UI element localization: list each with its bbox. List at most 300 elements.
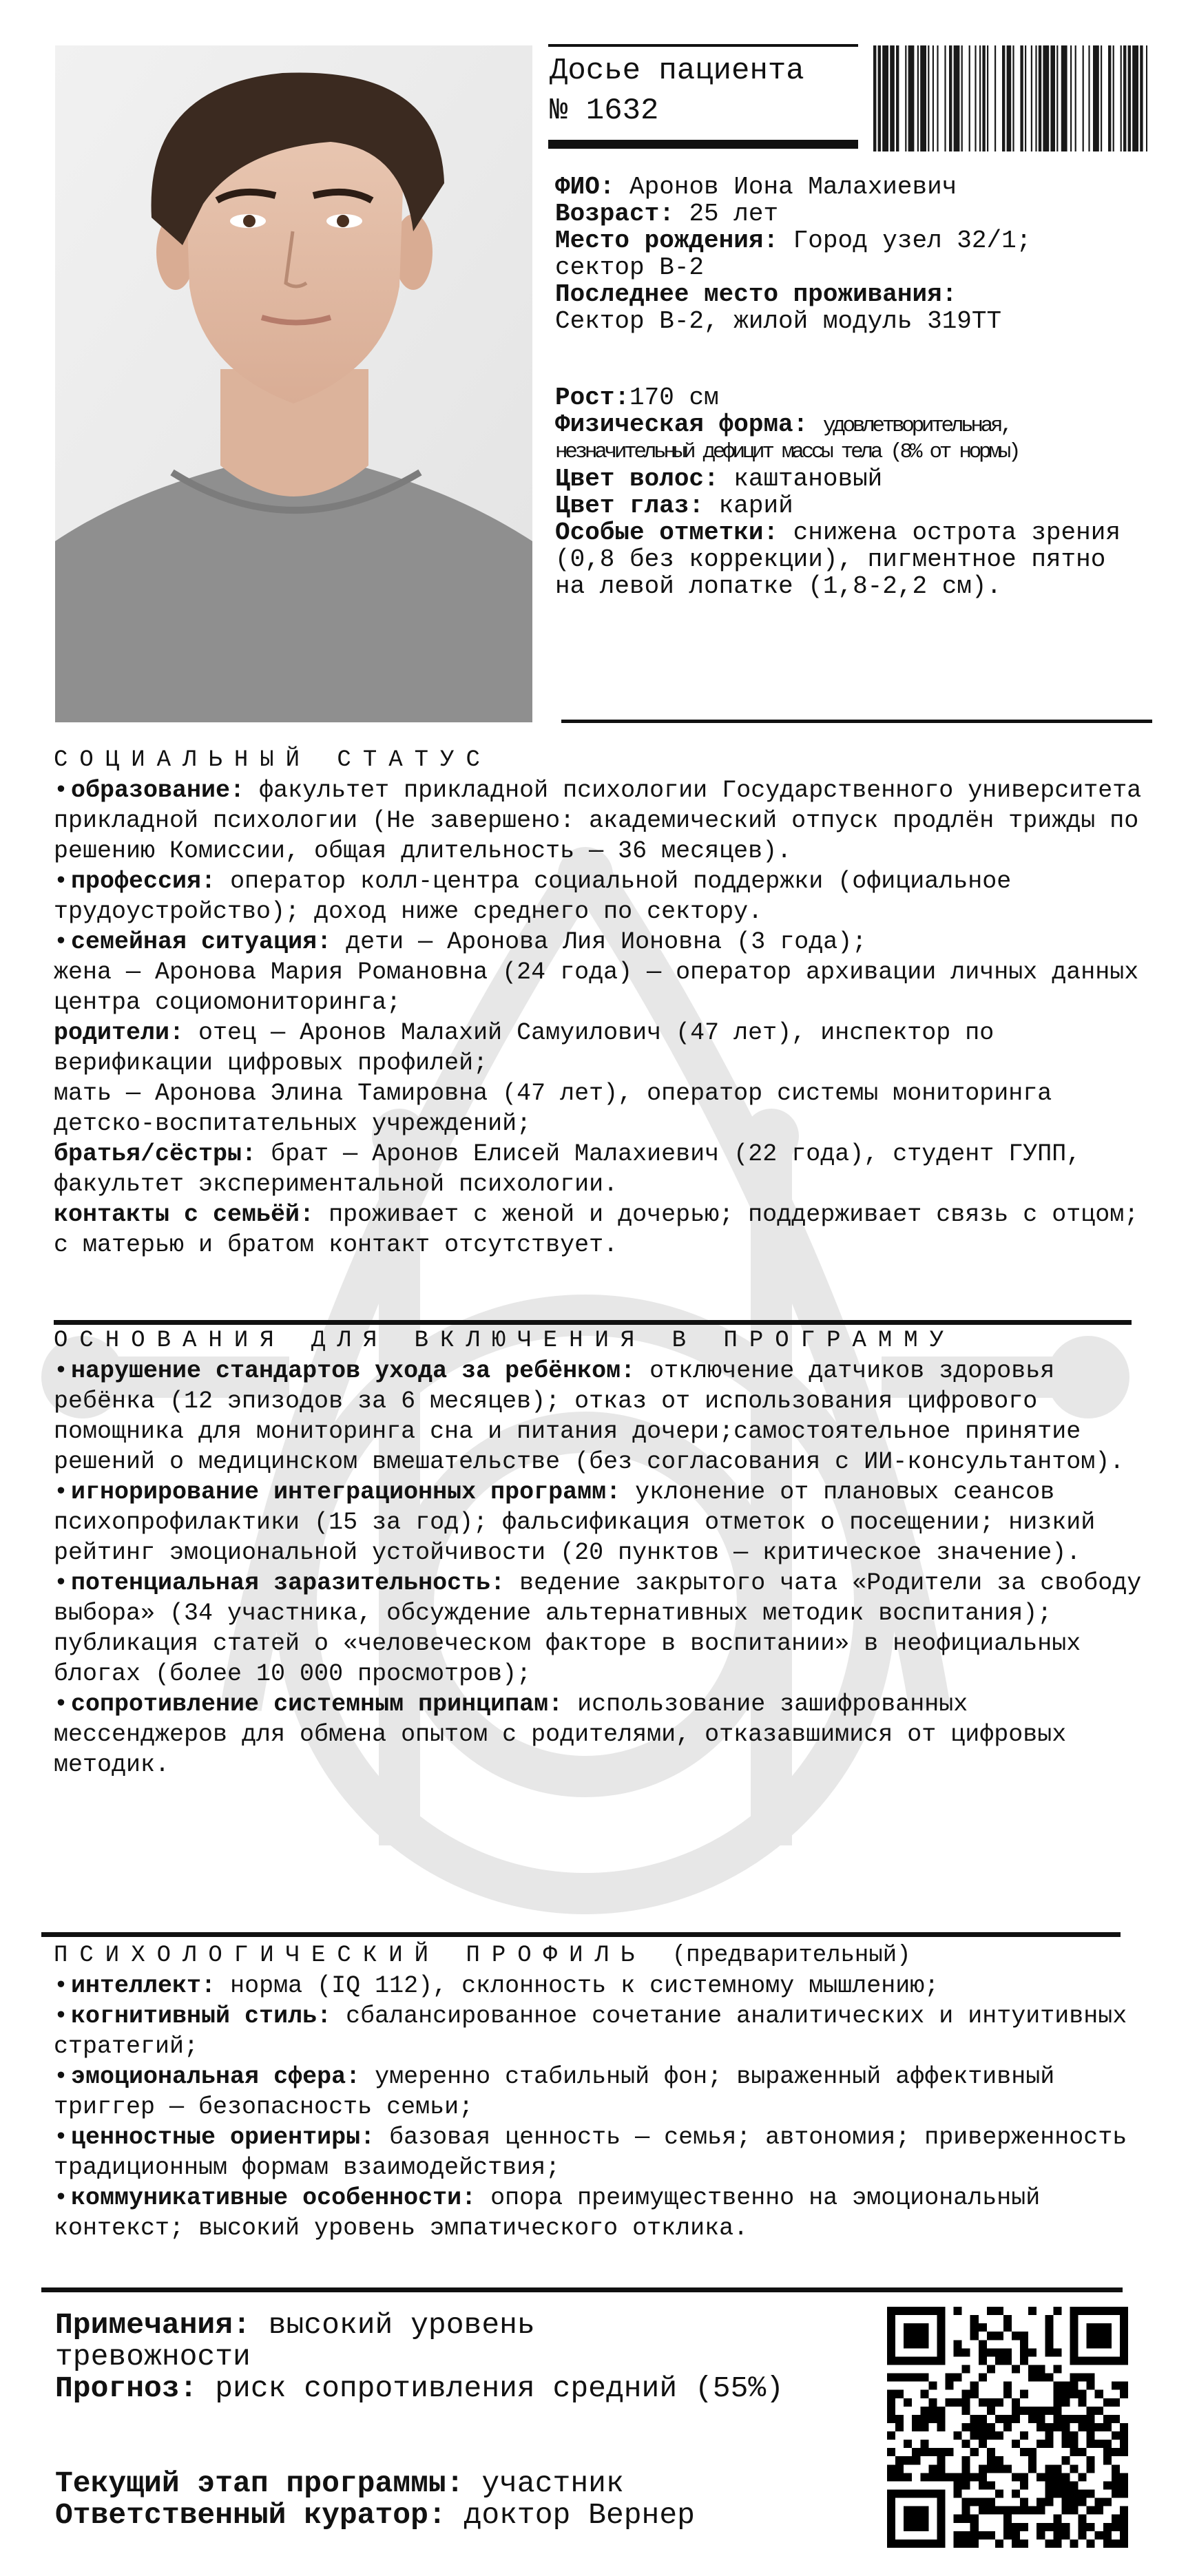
barcode-bar	[1002, 45, 1005, 151]
height-row	[555, 384, 1161, 411]
qr-module	[1020, 2481, 1028, 2489]
qr-module	[970, 2423, 979, 2431]
qr-module	[1120, 2531, 1128, 2540]
marks-label: Особые отметки:	[555, 519, 779, 547]
qr-module	[1028, 2456, 1037, 2464]
qr-module	[987, 2348, 995, 2356]
qr-module	[937, 2456, 945, 2464]
qr-finder	[1070, 2356, 1128, 2365]
barcode-bar	[917, 45, 919, 151]
psych-label: эмоциональная сфера:	[71, 2063, 361, 2091]
qr-module	[979, 2415, 987, 2423]
qr-module	[1103, 2440, 1112, 2448]
qr-module	[1103, 2498, 1112, 2506]
notes-block	[55, 2310, 847, 2405]
qr-module	[1045, 2498, 1053, 2506]
qr-module	[1053, 2481, 1061, 2489]
qr-module	[970, 2448, 979, 2456]
qr-module	[1053, 2348, 1061, 2356]
qr-module	[1120, 2448, 1128, 2456]
qr-module	[1028, 2415, 1037, 2423]
qr-module	[1103, 2415, 1112, 2423]
qr-module	[1112, 2382, 1120, 2390]
qr-module	[1053, 2531, 1061, 2540]
qr-module	[1070, 2490, 1079, 2498]
barcode-bar	[1121, 45, 1122, 151]
qr-module	[962, 2540, 970, 2548]
qr-module	[962, 2365, 970, 2373]
barcode-bar	[1140, 45, 1143, 151]
barcode-bar	[878, 45, 881, 151]
family-value-children: дети — Аронова Лия Ионовна (3 года);	[346, 928, 867, 956]
qr-module	[1012, 2365, 1020, 2373]
height-label: Рост:	[555, 384, 630, 412]
qr-module	[1012, 2523, 1020, 2531]
hair-value: каштановый	[733, 465, 883, 493]
qr-module	[1120, 2481, 1128, 2489]
qr-module	[1012, 2473, 1020, 2481]
qr-module	[1103, 2456, 1112, 2464]
curator-row	[55, 2500, 847, 2531]
barcode-bar	[920, 45, 926, 151]
qr-module	[887, 2415, 895, 2423]
qr-module	[954, 2473, 962, 2481]
qr-module	[1003, 2464, 1012, 2473]
qr-module	[1045, 2523, 1053, 2531]
qr-module	[995, 2464, 1003, 2473]
barcode-bar	[954, 45, 960, 151]
qr-module	[979, 2348, 987, 2356]
qr-module	[1003, 2423, 1012, 2431]
section-heading: СОЦИАЛЬНЫЙ СТАТУС	[54, 747, 492, 773]
birthplace-label: Место рождения:	[555, 227, 779, 255]
qr-module	[895, 2374, 904, 2382]
qr-module	[1053, 2473, 1061, 2481]
qr-module	[1020, 2390, 1028, 2398]
qr-module	[887, 2398, 895, 2407]
qr-module	[962, 2390, 970, 2398]
qr-module	[970, 2382, 979, 2390]
divider	[41, 1932, 1121, 1937]
barcode-bar	[937, 45, 938, 151]
psych-item	[54, 2062, 1156, 2122]
qr-module	[1070, 2448, 1079, 2456]
qr-module	[887, 2407, 895, 2415]
qr-module	[1103, 2531, 1112, 2540]
qr-module	[1061, 2415, 1070, 2423]
qr-module	[895, 2390, 904, 2398]
qr-module	[1120, 2390, 1128, 2398]
qr-module	[1037, 2498, 1045, 2506]
qr-finder	[1070, 2307, 1128, 2315]
qr-module	[1003, 2315, 1012, 2323]
qr-module	[1112, 2431, 1120, 2440]
qr-module	[1020, 2407, 1028, 2415]
barcode-bar	[1025, 45, 1026, 151]
qr-module	[1053, 2415, 1061, 2423]
qr-module	[1053, 2523, 1061, 2531]
qr-module	[1053, 2515, 1061, 2523]
qr-module	[1070, 2415, 1079, 2423]
barcode-bar	[1128, 45, 1131, 151]
qr-module	[962, 2456, 970, 2464]
qr-module	[970, 2498, 979, 2506]
barcode-bar	[1083, 45, 1084, 151]
qr-module	[1079, 2374, 1087, 2382]
qr-module	[1053, 2390, 1061, 2398]
qr-module	[1053, 2365, 1061, 2373]
qr-finder	[937, 2490, 945, 2548]
qr-finder	[887, 2490, 945, 2498]
qr-module	[1061, 2382, 1070, 2390]
qr-module	[895, 2473, 904, 2481]
qr-module	[887, 2374, 895, 2382]
qr-module	[1028, 2448, 1037, 2456]
qr-module	[928, 2473, 937, 2481]
qr-module	[1112, 2398, 1120, 2407]
qr-module	[1053, 2490, 1061, 2498]
qr-module	[1087, 2423, 1095, 2431]
qr-module	[1045, 2332, 1053, 2340]
name-value: Аронов Иона Малахиевич	[629, 173, 957, 201]
qr-module	[962, 2515, 970, 2523]
qr-module	[979, 2440, 987, 2448]
qr-module	[1079, 2398, 1087, 2407]
qr-module	[945, 2448, 953, 2456]
psych-value: сбалансированное сочетание аналитических и интуитивных стратегий;	[54, 2002, 1127, 2060]
qr-module	[1003, 2382, 1012, 2390]
qr-module	[962, 2398, 970, 2407]
qr-module	[1028, 2464, 1037, 2473]
ground-label: нарушение стандартов ухода за ребёнком:	[71, 1357, 636, 1385]
qr-module	[954, 2340, 962, 2348]
ground-value: уклонение от плановых сеансов психопрофилактики (15 за год); фальсификация отметок о посещении; низкий рейтинг эмоциональной устойчивости (20 пунктов — критическое значение).	[54, 1478, 1096, 1567]
qr-module	[937, 2464, 945, 2473]
barcode-bar	[1070, 45, 1072, 151]
hair-label: Цвет волос:	[555, 465, 719, 493]
parents-value-mother: мать — Аронова Элина Тамировна (47 лет), оператор системы мониторинга детско-воспитательных учреждений;	[54, 1080, 1052, 1138]
psych-label: интеллект:	[71, 1972, 216, 2000]
family-label: семейная ситуация:	[71, 928, 332, 956]
qr-finder	[1070, 2307, 1079, 2365]
qr-module	[995, 2398, 1003, 2407]
qr-module	[1020, 2332, 1028, 2340]
qr-module	[1095, 2506, 1103, 2515]
qr-module	[1053, 2407, 1061, 2415]
qr-module	[1061, 2473, 1070, 2481]
qr-module	[1012, 2531, 1020, 2540]
qr-module	[1037, 2423, 1045, 2431]
qr-module	[904, 2374, 912, 2382]
qr-module	[995, 2431, 1003, 2440]
qr-module	[1037, 2407, 1045, 2415]
qr-module	[962, 2348, 970, 2356]
qr-module	[895, 2464, 904, 2473]
qr-module	[1045, 2440, 1053, 2448]
psych-value: базовая ценность — семья; автономия; приверженность традиционным формам взаимодействия;	[54, 2124, 1127, 2181]
qr-module	[1087, 2490, 1095, 2498]
siblings-item	[54, 1139, 1156, 1200]
qr-module	[995, 2506, 1003, 2515]
barcode-bar	[994, 45, 996, 151]
ground-label: игнорирование интеграционных программ:	[71, 1478, 621, 1506]
qr-module	[1045, 2490, 1053, 2498]
qr-module	[1020, 2448, 1028, 2456]
qr-finder	[904, 2506, 928, 2531]
qr-module	[1045, 2374, 1053, 2382]
height-value: 170 см	[629, 384, 719, 412]
qr-finder	[887, 2356, 945, 2365]
family-item	[54, 927, 1156, 957]
birthplace-row	[555, 227, 1099, 281]
qr-module	[912, 2448, 920, 2456]
barcode-bar	[987, 45, 988, 151]
qr-module	[1045, 2340, 1053, 2348]
qr-module	[1003, 2348, 1012, 2356]
qr-module	[1070, 2431, 1079, 2440]
forecast-label: Прогноз:	[55, 2371, 198, 2405]
barcode-bar	[1075, 45, 1076, 151]
qr-module	[987, 2448, 995, 2456]
section-heading-sub: (предварительный)	[671, 1943, 911, 1969]
qr-module	[1061, 2431, 1070, 2440]
qr-module	[954, 2348, 962, 2356]
psych-value: опора преимущественно на эмоциональный контекст; высокий уровень эмпатического отклика.	[54, 2184, 1041, 2242]
qr-module	[979, 2374, 987, 2382]
qr-module	[970, 2323, 979, 2332]
qr-module	[987, 2332, 995, 2340]
qr-module	[1003, 2531, 1012, 2540]
psych-label: когнитивный стиль:	[71, 2002, 332, 2030]
psych-value: норма (IQ 112), склонность к системному мышлению;	[230, 1972, 939, 2000]
qr-module	[1003, 2323, 1012, 2332]
qr-module	[904, 2398, 912, 2407]
notes-value: высокий уровень тревожности	[55, 2308, 535, 2374]
eyes-value: карий	[718, 492, 793, 520]
qr-module	[1079, 2515, 1087, 2523]
qr-module	[1037, 2440, 1045, 2448]
age-label: Возраст:	[555, 200, 674, 228]
qr-module	[1112, 2464, 1120, 2473]
barcode-bar	[1088, 45, 1090, 151]
qr-module	[1095, 2440, 1103, 2448]
qr-finder	[887, 2307, 945, 2315]
qr-module	[954, 2431, 962, 2440]
stage-value: участник	[481, 2467, 624, 2500]
qr-module	[954, 2515, 962, 2523]
qr-module	[928, 2382, 937, 2390]
barcode-bar	[1039, 45, 1041, 151]
qr-module	[1079, 2473, 1087, 2481]
qr-module	[1012, 2540, 1020, 2548]
qr-module	[1012, 2490, 1020, 2498]
qr-module	[1112, 2415, 1120, 2423]
birthplace-value: Город узел 32/1; сектор B-2	[555, 227, 1032, 282]
qr-module	[1120, 2382, 1128, 2390]
qr-module	[1003, 2415, 1012, 2423]
qr-module	[970, 2415, 979, 2423]
physical-block	[555, 384, 1161, 600]
qr-module	[1120, 2515, 1128, 2523]
siblings-value: брат — Аронов Елисей Малахиевич (22 года), студент ГУПП, факультет экспериментальной психологии.	[54, 1140, 1081, 1198]
qr-module	[920, 2374, 928, 2382]
qr-module	[970, 2531, 979, 2540]
qr-module	[1061, 2531, 1070, 2540]
qr-module	[1120, 2523, 1128, 2531]
barcode-bar	[1031, 45, 1032, 151]
qr-module	[945, 2374, 953, 2382]
barcode-bar	[1132, 45, 1138, 151]
ground-label: потенциальная заразительность:	[71, 1569, 506, 1597]
qr-module	[979, 2498, 987, 2506]
qr-module	[1070, 2540, 1079, 2548]
qr-module	[937, 2473, 945, 2481]
qr-module	[979, 2464, 987, 2473]
qr-module	[1112, 2523, 1120, 2531]
qr-finder	[937, 2307, 945, 2365]
qr-module	[920, 2423, 928, 2431]
qr-module	[1061, 2390, 1070, 2398]
qr-module	[970, 2390, 979, 2398]
qr-module	[995, 2456, 1003, 2464]
qr-module	[895, 2423, 904, 2431]
qr-module	[962, 2423, 970, 2431]
qr-module	[995, 2332, 1003, 2340]
profession-label: профессия:	[71, 868, 216, 895]
psych-item	[54, 2183, 1156, 2243]
qr-module	[1087, 2540, 1095, 2548]
psych-item	[54, 1971, 1156, 2001]
stage-label: Текущий этап программы:	[55, 2467, 464, 2500]
qr-module	[954, 2374, 962, 2382]
qr-module	[887, 2431, 895, 2440]
qr-module	[1079, 2531, 1087, 2540]
qr-module	[954, 2307, 962, 2315]
qr-module	[1079, 2523, 1087, 2531]
qr-module	[987, 2456, 995, 2464]
education-label: образование:	[71, 777, 245, 804]
forecast-row	[55, 2373, 799, 2405]
qr-finder	[887, 2307, 895, 2365]
qr-module	[1061, 2498, 1070, 2506]
qr-module	[995, 2348, 1003, 2356]
dossier-number: № 1632	[550, 94, 659, 128]
qr-module	[962, 2407, 970, 2415]
barcode-icon	[873, 45, 1147, 151]
ground-value: ведение закрытого чата «Родители за свободу выбора» (34 участника, обсуждение альтернативных методик воспитания); публикация статей о «человеческом факторе в воспитании» в неофициальных блогах (более 10 000 просмотров);	[54, 1569, 1142, 1688]
qr-code-icon[interactable]	[887, 2307, 1128, 2548]
ground-value: использование зашифрованных мессенджеров для обмена опытом с родителями, отказавшимися от цифровых методик.	[54, 1690, 1067, 1779]
barcode-bar	[1101, 45, 1102, 151]
qr-module	[920, 2448, 928, 2456]
qr-module	[1028, 2407, 1037, 2415]
qr-module	[1112, 2448, 1120, 2456]
age-row	[555, 200, 1161, 227]
barcode-bar	[890, 45, 895, 151]
qr-module	[1020, 2431, 1028, 2440]
education-item	[54, 775, 1156, 866]
section-heading	[54, 1940, 1156, 1971]
barcode-bar	[969, 45, 970, 151]
qr-module	[1045, 2423, 1053, 2431]
profession-item	[54, 866, 1156, 927]
qr-module	[1037, 2415, 1045, 2423]
qr-module	[1037, 2523, 1045, 2531]
qr-module	[1087, 2415, 1095, 2423]
qr-module	[1087, 2374, 1095, 2382]
siblings-label: братья/сёстры:	[54, 1140, 257, 1168]
qr-module	[962, 2481, 970, 2489]
qr-module	[904, 2456, 912, 2464]
qr-module	[987, 2464, 995, 2473]
qr-module	[970, 2431, 979, 2440]
qr-module	[1045, 2348, 1053, 2356]
contacts-value: проживает с женой и дочерью; поддерживает связь с отцом; с матерью и братом контакт отсутствует.	[54, 1201, 1139, 1259]
eyes-label: Цвет глаз:	[555, 492, 705, 520]
barcode-bar	[882, 45, 888, 151]
qr-module	[979, 2431, 987, 2440]
curator-value: доктор Вернер	[463, 2498, 695, 2532]
qr-module	[1112, 2473, 1120, 2481]
qr-module	[928, 2407, 937, 2415]
qr-module	[1120, 2473, 1128, 2481]
qr-module	[904, 2440, 912, 2448]
qr-module	[1028, 2348, 1037, 2356]
divider	[54, 1320, 1132, 1325]
qr-module	[1012, 2440, 1020, 2448]
eyes-row	[555, 492, 1161, 519]
qr-module	[1079, 2415, 1087, 2423]
qr-module	[1079, 2490, 1087, 2498]
section-heading-title: ПСИХОЛОГИЧЕСКИЙ ПРОФИЛЬ	[54, 1943, 647, 1969]
qr-module	[1003, 2515, 1012, 2523]
qr-module	[1061, 2481, 1070, 2489]
psych-value: умеренно стабильный фон; выраженный аффективный триггер — безопасность семьи;	[54, 2063, 1055, 2121]
qr-module	[1012, 2415, 1020, 2423]
qr-module	[1103, 2523, 1112, 2531]
barcode-bar	[908, 45, 915, 151]
qr-module	[1120, 2490, 1128, 2498]
barcode-bar	[1113, 45, 1114, 151]
qr-module	[1012, 2407, 1020, 2415]
qr-module	[1053, 2464, 1061, 2473]
qr-module	[962, 2473, 970, 2481]
qr-module	[970, 2540, 979, 2548]
barcode-bar	[949, 45, 952, 151]
qr-module	[1020, 2523, 1028, 2531]
qr-module	[1103, 2423, 1112, 2431]
barcode-bar	[1007, 45, 1012, 151]
qr-module	[1120, 2440, 1128, 2448]
qr-module	[1070, 2374, 1079, 2382]
barcode-bar	[1020, 45, 1023, 151]
qr-module	[1053, 2540, 1061, 2548]
barcode-bar	[975, 45, 976, 151]
psych-profile-section	[54, 1940, 1156, 2243]
qr-module	[1053, 2423, 1061, 2431]
dossier-title: Досье пациента	[550, 54, 804, 88]
notes-label: Примечания:	[55, 2308, 251, 2342]
qr-module	[1053, 2382, 1061, 2390]
qr-module	[970, 2523, 979, 2531]
barcode-bar	[905, 45, 906, 151]
qr-module	[1120, 2431, 1128, 2440]
qr-finder	[904, 2323, 928, 2348]
qr-module	[1020, 2498, 1028, 2506]
qr-module	[1103, 2540, 1112, 2548]
qr-module	[895, 2415, 904, 2423]
contacts-label: контакты с семьёй:	[54, 1201, 315, 1228]
